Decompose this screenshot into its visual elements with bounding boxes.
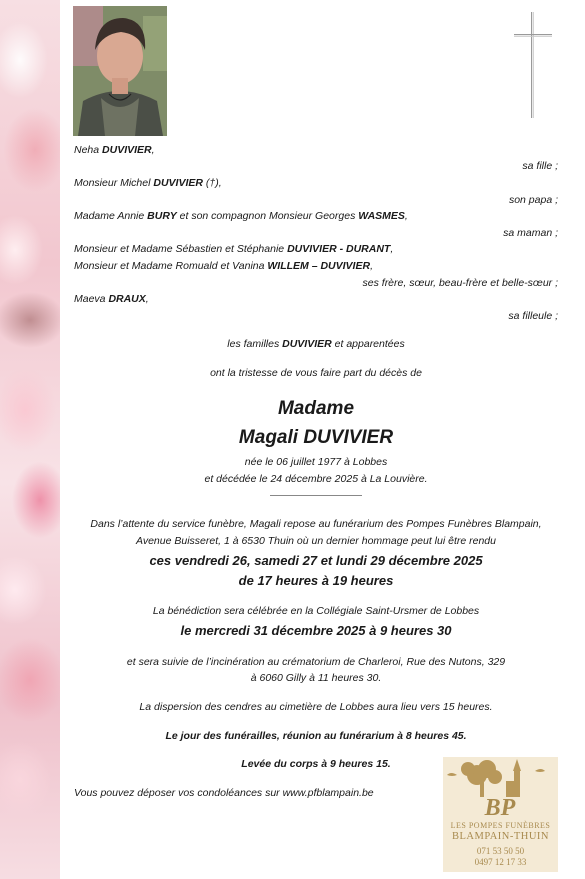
sibling-line-1: Monsieur et Madame Sébastien et Stéphanie DUVIVIER - DURANT, <box>74 243 394 255</box>
cherry-blossom-border <box>0 0 60 879</box>
logo-phone-2: 0497 12 17 33 <box>474 857 527 867</box>
daughter-line: Neha DUVIVIER, <box>74 144 155 156</box>
logo-name-line-2: BLAMPAIN-THUIN <box>451 831 550 842</box>
deceased-title: Madame <box>277 398 355 419</box>
visit-days: ces vendredi 26, samedi 27 et lundi 29 décembre 2025 <box>149 553 483 568</box>
father-role: son papa ; <box>508 194 558 206</box>
cremation-line-2: à 6060 Gilly à 11 heures 30. <box>250 672 382 684</box>
meeting-line: Le jour des funérailles, réunion au funérarium à 8 heures 45. <box>165 730 467 742</box>
dispersion-line: La dispersion des cendres au cimetière de Lobbes aura lieu vers 15 heures. <box>139 701 493 713</box>
separator-line <box>270 495 362 496</box>
announcement-text: ont la tristesse de vous faire part du décès de <box>210 367 422 379</box>
deceased-name: Magali DUVIVIER <box>238 427 394 448</box>
levee-line: Levée du corps à 9 heures 15. <box>241 758 391 770</box>
mother-line: Madame Annie BURY et son compagnon Monsieur Georges WASMES, <box>74 210 408 222</box>
blessing-date: le mercredi 31 décembre 2025 à 9 heures 30 <box>180 623 452 638</box>
death-line: et décédée le 24 décembre 2025 à La Louvière. <box>204 473 428 485</box>
families-line: les familles DUVIVIER et apparentées <box>227 338 405 350</box>
father-line: Monsieur Michel DUVIVIER (†), <box>74 177 222 189</box>
birth-line: née le 06 juillet 1977 à Lobbes <box>244 456 388 468</box>
daughter-role: sa fille ; <box>522 160 558 172</box>
svg-text:BP: BP <box>484 795 516 821</box>
cremation-line-1: et sera suivie de l’incinération au crématorium de Charleroi, Rue des Nutons, 329 <box>126 656 506 668</box>
logo-name-line-1: LES POMPES FUNÈBRES <box>450 821 551 830</box>
rest-line-1: Dans l’attente du service funèbre, Magali repose au funérarium des Pompes Funèbres Blampain, <box>90 518 542 530</box>
portrait-photo <box>73 6 167 136</box>
sibling-line-2: Monsieur et Madame Romuald et Vanina WILLEM – DUVIVIER, <box>74 260 373 272</box>
logo-phone-1: 071 53 50 50 <box>476 846 525 856</box>
funeral-home-logo <box>443 757 558 872</box>
siblings-role: ses frère, sœur, beau-frère et belle-sœur ; <box>362 277 558 289</box>
rest-line-2: Avenue Buisseret, 1 à 6530 Thuin où un dernier hommage peut lui être rendu <box>136 535 496 547</box>
visit-hours: de 17 heures à 19 heures <box>238 573 394 588</box>
tree-church-emblem-icon <box>443 757 558 821</box>
blessing-line: La bénédiction sera célébrée en la Collégiale Saint-Ursmer de Lobbes <box>152 605 480 617</box>
mother-role: sa maman ; <box>503 227 558 239</box>
goddaughter-role: sa filleule ; <box>508 310 558 322</box>
cross-icon <box>512 12 554 118</box>
goddaughter-line: Maeva DRAUX, <box>74 293 149 305</box>
condolences-line: Vous pouvez déposer vos condoléances sur www.pfblampain.be <box>74 787 374 799</box>
